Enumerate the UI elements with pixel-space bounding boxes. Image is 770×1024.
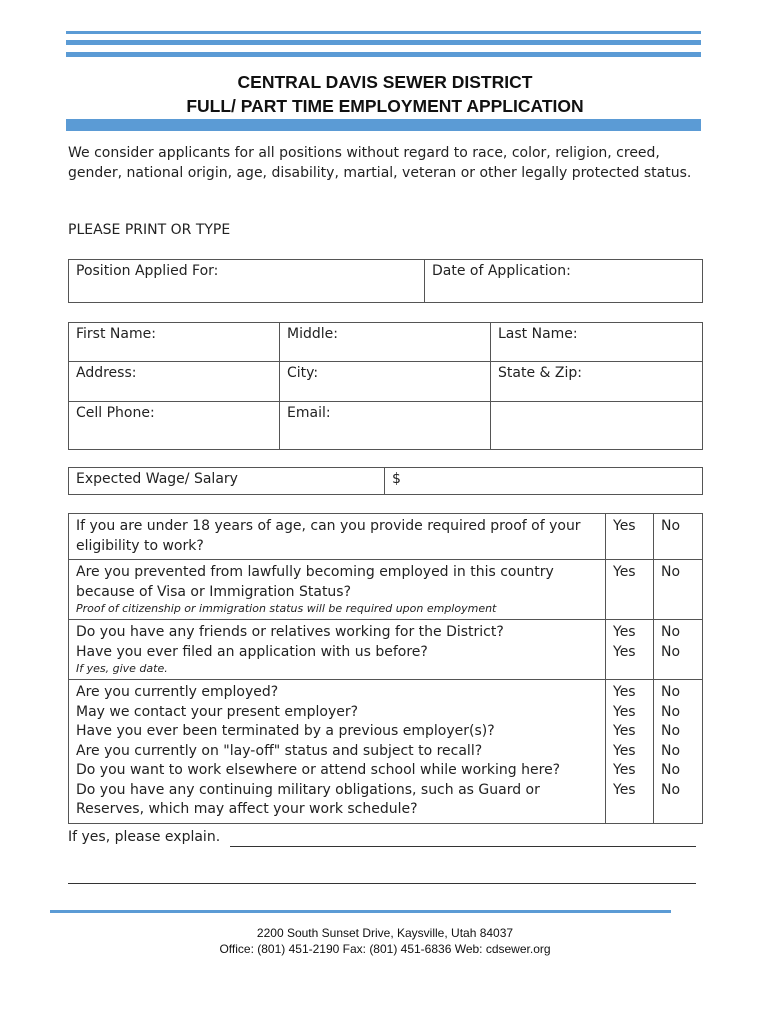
no-option[interactable]: No	[661, 518, 681, 534]
yes-option[interactable]: Yes	[613, 742, 636, 759]
header-rule-3	[66, 52, 701, 57]
question-work-elsewhere: Do you want to work elsewhere or attend school while working here?	[76, 762, 561, 778]
email-field[interactable]	[280, 402, 491, 450]
expected-wage-label-cell	[69, 468, 385, 495]
yes-option[interactable]: Yes	[613, 518, 636, 534]
currency-symbol: $	[392, 471, 401, 487]
last-name-field[interactable]	[491, 323, 703, 362]
state-zip-label: State & Zip:	[498, 365, 582, 381]
date-of-application-label: Date of Application:	[432, 263, 571, 279]
footer-address: 2200 South Sunset Drive, Kaysville, Utah 84037	[256, 926, 514, 940]
question-contact-employer: May we contact your present employer?	[76, 703, 359, 720]
city-label: City:	[287, 365, 319, 381]
first-name-field[interactable]	[69, 323, 280, 362]
state-zip-field[interactable]	[491, 362, 703, 402]
no-option[interactable]: No	[661, 624, 681, 640]
blank-field	[491, 402, 703, 450]
yes-option[interactable]: Yes	[613, 624, 636, 640]
equal-opportunity-statement: We consider applicants for all positions without regard to race, color, religion, creed, gender, national origin, age, disability, martial, veteran or other legally protected status.	[68, 145, 692, 181]
yes-option[interactable]: Yes	[613, 781, 636, 798]
first-name-label: First Name:	[76, 326, 156, 342]
question-visa-status: Are you prevented from lawfully becoming employed in this country because of Visa or Immigration Status?	[76, 564, 554, 600]
city-field[interactable]	[280, 362, 491, 402]
middle-name-label: Middle:	[287, 326, 338, 342]
question-previous-application: Have you ever filed an application with us before?	[76, 643, 428, 660]
question-under-18: If you are under 18 years of age, can you provide required proof of your eligibility to work?	[76, 518, 581, 554]
print-instruction: PLEASE PRINT OR TYPE	[68, 222, 231, 238]
email-label: Email:	[287, 405, 331, 421]
give-date-note: If yes, give date.	[76, 662, 168, 675]
personal-info-table	[68, 322, 703, 450]
cell-phone-field[interactable]	[69, 402, 280, 450]
question-terminated: Have you ever been terminated by a previous employer(s)?	[76, 723, 495, 739]
date-of-application-field[interactable]	[425, 260, 703, 303]
question-friends-relatives: Do you have any friends or relatives working for the District?	[76, 624, 504, 640]
no-option[interactable]: No	[661, 723, 681, 739]
address-field[interactable]	[69, 362, 280, 402]
no-option[interactable]: No	[661, 781, 681, 798]
yes-option[interactable]: Yes	[613, 762, 636, 778]
form-title-line-1: CENTRAL DAVIS SEWER DISTRICT	[237, 72, 533, 92]
middle-name-field[interactable]	[280, 323, 491, 362]
title-underline-bar	[66, 119, 701, 131]
no-option[interactable]: No	[661, 684, 681, 700]
header-rule-1	[66, 31, 701, 34]
wage-table	[68, 467, 703, 495]
last-name-label: Last Name:	[498, 326, 578, 342]
no-option[interactable]: No	[661, 703, 681, 720]
yes-option[interactable]: Yes	[613, 684, 636, 700]
explain-line-2[interactable]	[68, 883, 696, 884]
address-label: Address:	[76, 365, 137, 381]
no-option[interactable]: No	[661, 742, 681, 759]
questions-table	[68, 513, 703, 824]
form-title-line-2: FULL/ PART TIME EMPLOYMENT APPLICATION	[186, 96, 584, 116]
position-applied-label: Position Applied For:	[76, 263, 219, 279]
question-currently-employed: Are you currently employed?	[76, 684, 279, 700]
question-military: Do you have any continuing military obligations, such as Guard or Reserves, which may affect your work schedule?	[76, 781, 540, 817]
footer-contact: Office: (801) 451-2190 Fax: (801) 451-6836 Web: cdsewer.org	[219, 942, 551, 956]
position-table	[68, 259, 703, 303]
yes-option[interactable]: Yes	[613, 643, 636, 660]
no-option[interactable]: No	[661, 643, 681, 660]
question-lay-off: Are you currently on "lay-off" status and subject to recall?	[76, 742, 483, 759]
explain-label: If yes, please explain.	[68, 829, 221, 845]
expected-wage-field[interactable]	[385, 468, 703, 495]
position-applied-field[interactable]	[69, 260, 425, 303]
expected-wage-label: Expected Wage/ Salary	[76, 471, 238, 487]
yes-option[interactable]: Yes	[613, 564, 636, 580]
header-rule-2	[66, 40, 701, 45]
yes-option[interactable]: Yes	[613, 723, 636, 739]
cell-phone-label: Cell Phone:	[76, 405, 155, 421]
no-option[interactable]: No	[661, 762, 681, 778]
yes-option[interactable]: Yes	[613, 703, 636, 720]
footer-rule	[50, 910, 671, 913]
explain-line-1[interactable]	[230, 846, 696, 847]
citizenship-note: Proof of citizenship or immigration status will be required upon employment	[76, 602, 497, 615]
no-option[interactable]: No	[661, 564, 681, 580]
